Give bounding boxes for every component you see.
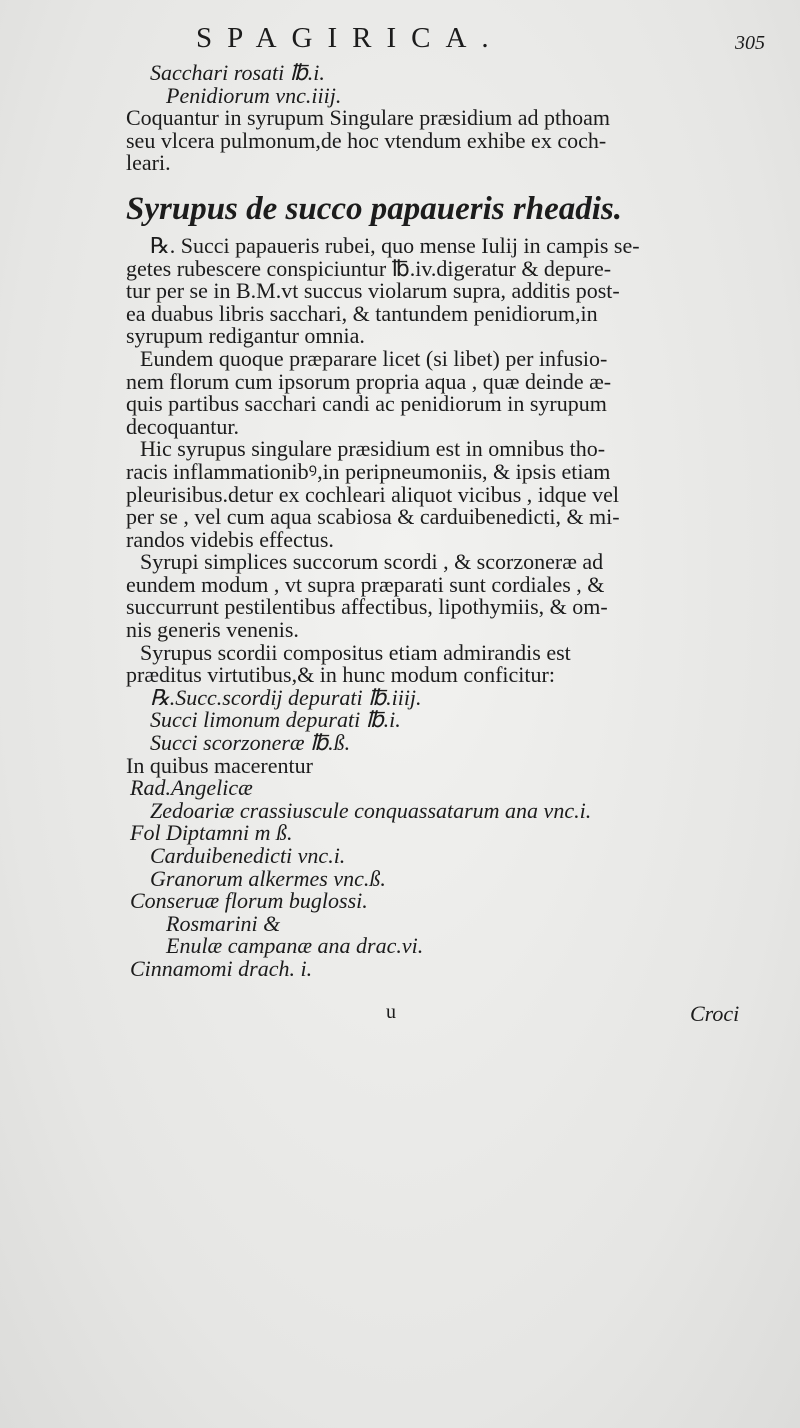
text-line: Rad.Angelicæ [130,775,253,801]
text-line: seu vlcera pulmonum,de hoc vtendum exhibe ex coch- [126,127,607,153]
text-line: racis inflammationibꝰ,in peripneumoniis, & ipsis etiam [126,458,611,484]
body-text [0,62,800,1027]
text-line: Coquantur in syrupum Singulare præsidium ad pthoam [126,105,610,131]
text-line: per se , vel cum aqua scabiosa & carduibenedicti, & mi- [126,504,620,530]
text-line: pleurisibus.detur ex cochleari aliquot vicibus , idque vel [126,481,620,507]
text-line: succurrunt pestilentibus affectibus, lipothymiis, & om- [126,594,608,620]
text-line: Succi scorzoneræ ℔.ß. [150,730,351,756]
text-line: Carduibenedicti vnc.i. [150,843,346,868]
text-block-syrup-recipe [0,232,800,981]
page-number: 305 [735,32,765,54]
text-line: Rosmarini & [166,910,281,936]
page-header [0,22,800,62]
section-title-text: Syrupus de succo papaueris rheadis. [126,190,622,227]
text-line: leari. [126,150,171,176]
text-line: nis generis venenis. [126,617,299,643]
text-line: decoquantur. [126,413,240,439]
section-title [0,189,800,229]
text-line: Fol Diptamni m ß. [130,820,293,846]
text-line: ℞.Succ.scordij depurati ℔.iiij. [150,684,422,710]
text-line: tur per se in B.M.vt succus violarum supra, additis post- [126,278,620,304]
text-line: quis partibus sacchari candi ac penidiorum in syrupum [126,391,607,417]
text-line: Granorum alkermes vnc.ß. [150,865,386,891]
text-line: getes rubescere conspiciuntur ℔.iv.digeratur & depure- [126,255,612,281]
text-line: Conseruæ florum buglossi. [130,888,368,914]
text-line: Zedoariæ crassiuscule conquassatarum ana vnc.i. [150,797,592,823]
text-line: Succi limonum depurati ℔.i. [150,707,401,733]
text-block-recipe-end [0,62,800,175]
text-line: Syrupi simplices succorum scordi , & scorzoneræ ad [140,549,604,575]
text-line: Cinnamomi drach. i. [130,955,313,981]
text-line: ea duabus libris sacchari, & tantundem penidiorum,in [126,300,598,326]
text-line: randos videbis effectus. [126,526,334,552]
text-line: In quibus macerentur [126,752,313,778]
signature-mark: u [386,1000,396,1023]
running-title: SPAGIRICA. [196,22,504,54]
page-footer [0,1001,800,1027]
text-line: Hic syrupus singulare præsidium est in omnibus tho- [140,436,606,462]
text-line: ℞. Succi papaueris rubei, quo mense Iulij in campis se- [150,232,640,258]
text-line: eundem modum , vt supra præparati sunt cordiales , & [126,571,605,597]
text-line: syrupum redigantur omnia. [126,323,365,349]
text-line: Eundem quoque præparare licet (si libet) per infusio- [140,345,608,371]
text-line: Syrupus scordii compositus etiam admirandis est [140,639,571,665]
text-line: præditus virtutibus,& in hunc modum conficitur: [126,662,555,688]
text-line: Sacchari rosati ℔.i. [150,60,325,85]
text-line: nem florum cum ipsorum propria aqua , quæ deinde æ- [126,368,612,394]
text-line: Penidiorum vnc.iiij. [166,82,342,108]
text-line: Enulæ campanæ ana drac.vi. [166,933,424,959]
catchword: Croci [690,1000,740,1026]
